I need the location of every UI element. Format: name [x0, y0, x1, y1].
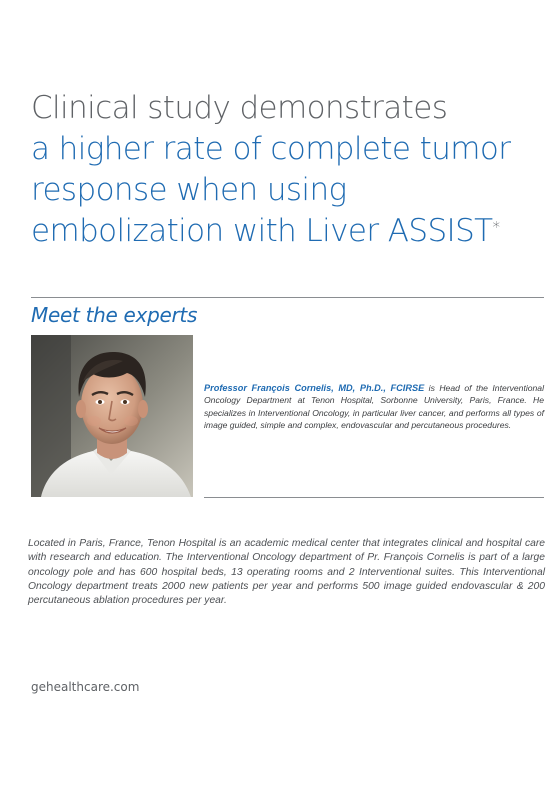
section-divider-top	[31, 297, 544, 298]
portrait-illustration	[31, 335, 193, 497]
expert-bio	[204, 382, 544, 432]
headline-line-4	[31, 211, 551, 252]
hospital-description: Located in Paris, France, Tenon Hospital is an academic medical center that integrates clinical and hospital care with research and education. The Interventional Oncology department of Pr. François Cornelis is part of a large oncology pole and has 600 hospital beds, 13 operating rooms and 2 Interventional suites. This Interventional Oncology department treats 2000 new patients per year and performs 500 image guided endovascular & 200 percutaneous ablation procedures per year.	[28, 538, 545, 607]
headline-line-3: response when using	[31, 172, 347, 208]
expert-bio-text: is Head of the Interventional Oncology Department at Tenon Hospital, Sorbonne University, Paris, France. He specializes in Interventional Oncology, in particular liver cancer, and performs all types of image guided, simple and complex, endovascular and percutaneous procedures.	[204, 383, 544, 431]
expert-name: Professor François Cornelis, MD, Ph.D., FCIRSE	[204, 383, 425, 393]
headline-line-2: a higher rate of complete tumor	[31, 131, 511, 167]
footnote-mark: *	[492, 218, 500, 236]
section-divider-bottom	[204, 497, 544, 498]
expert-portrait-photo	[31, 335, 193, 497]
headline-line-4-text: embolization with Liver ASSIST	[31, 213, 493, 249]
headline	[31, 88, 551, 252]
headline-line-1: Clinical study demonstrates	[31, 90, 448, 126]
section-title: Meet the experts	[31, 303, 198, 327]
website-link[interactable]: gehealthcare.com	[31, 680, 140, 694]
